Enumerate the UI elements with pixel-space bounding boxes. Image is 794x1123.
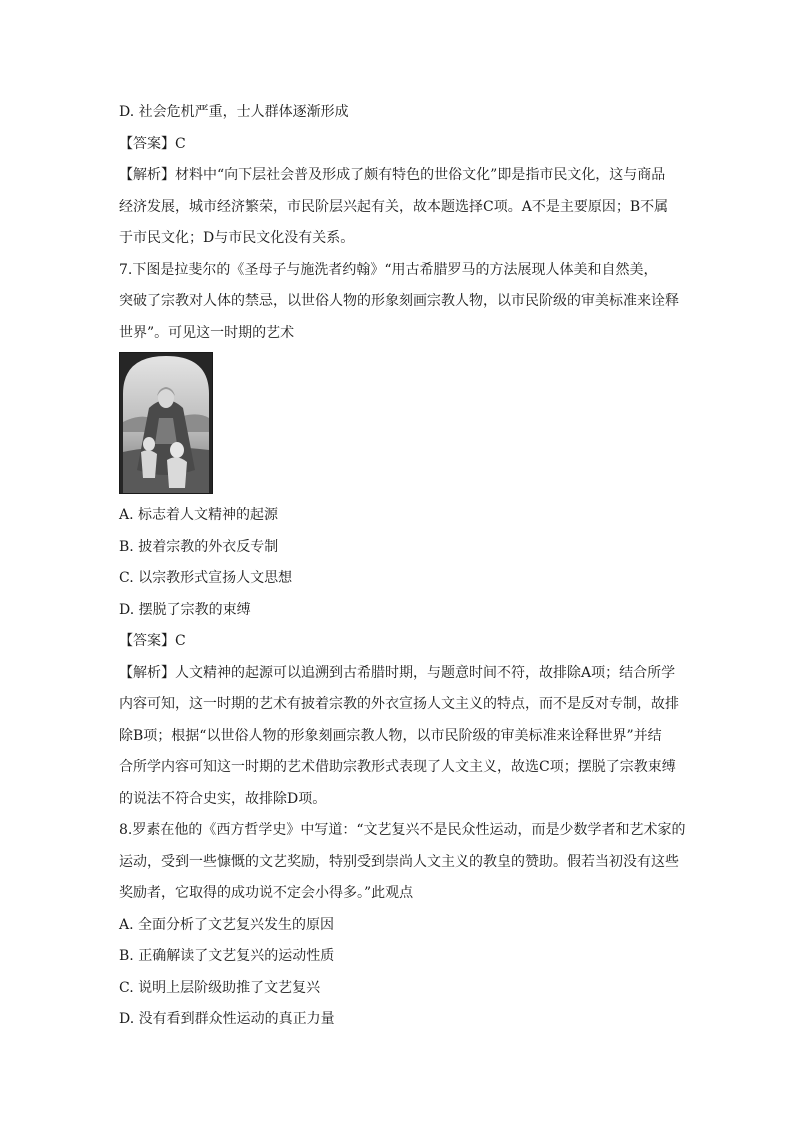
option-d-q6: D. 社会危机严重，士人群体逐渐形成	[119, 104, 349, 120]
analysis-q6-line2: 经济发展，城市经济繁荣，市民阶层兴起有关，故本题选择C项。A不是主要原因；B不属	[119, 198, 669, 215]
question-7-line3: 世界”。可见这一时期的艺术	[119, 324, 295, 341]
analysis-q7-line2: 内容可知，这一时期的艺术有披着宗教的外衣宣扬人文主义的特点，而不是反对专制，故排	[119, 696, 679, 712]
analysis-q7-line4: 合所学内容可知这一时期的艺术借助宗教形式表现了人文主义，故选C项；摆脱了宗教束缚	[119, 759, 676, 775]
option-d-q8: D. 没有看到群众性运动的真正力量	[119, 1011, 335, 1027]
option-c-q8: C. 说明上层阶级助推了文艺复兴	[119, 979, 321, 996]
option-a-q7: A. 标志着人文精神的起源	[119, 507, 279, 523]
raphael-painting-image	[119, 352, 213, 494]
answer-q6: 【答案】C	[119, 135, 186, 152]
question-8-line3: 奖励者，它取得的成功说不定会小得多。”此观点	[119, 885, 414, 901]
analysis-q7-line1: 【解析】人文精神的起源可以追溯到古希腊时期，与题意时间不符，故排除A项；结合所学	[119, 664, 676, 681]
analysis-q7-line5: 的说法不符合史实，故排除D项。	[119, 790, 327, 807]
question-7-line2: 突破了宗教对人体的禁忌，以世俗人物的形象刻画宗教人物，以市民阶级的审美标准来诠释	[119, 293, 679, 309]
question-8-line1: 8.罗素在他的《西方哲学史》中写道：“文艺复兴不是民众性运动，而是少数学者和艺术家的	[119, 822, 686, 838]
option-c-q7: C. 以宗教形式宣扬人文思想	[119, 570, 293, 586]
option-b-q7: B. 披着宗教的外衣反专制	[119, 538, 279, 555]
analysis-q6-line3: 于市民文化；D与市民文化没有关系。	[119, 230, 355, 246]
answer-q7: 【答案】C	[119, 633, 186, 649]
question-8-line2: 运动，受到一些慷慨的文艺奖励，特别受到崇尚人文主义的教皇的赞助。假若当初没有这些	[119, 853, 679, 870]
option-a-q8: A. 全面分析了文艺复兴发生的原因	[119, 916, 335, 933]
analysis-q7-line3: 除B项；根据“以世俗人物的形象刻画宗教人物，以市民阶级的审美标准来诠释世界”并结	[119, 727, 662, 744]
document-content	[119, 97, 686, 1036]
question-7-line1: 7.下图是拉斐尔的《圣母子与施洗者约翰》“用古希腊罗马的方法展现人体美和自然美，	[119, 261, 658, 278]
analysis-q6-line1: 【解析】材料中“向下层社会普及形成了颇有特色的世俗文化”即是指市民文化，这与商品	[119, 167, 666, 183]
option-d-q7: D. 摆脱了宗教的束缚	[119, 601, 251, 618]
option-b-q8: B. 正确解读了文艺复兴的运动性质	[119, 948, 335, 964]
painting-illustration	[119, 352, 213, 494]
